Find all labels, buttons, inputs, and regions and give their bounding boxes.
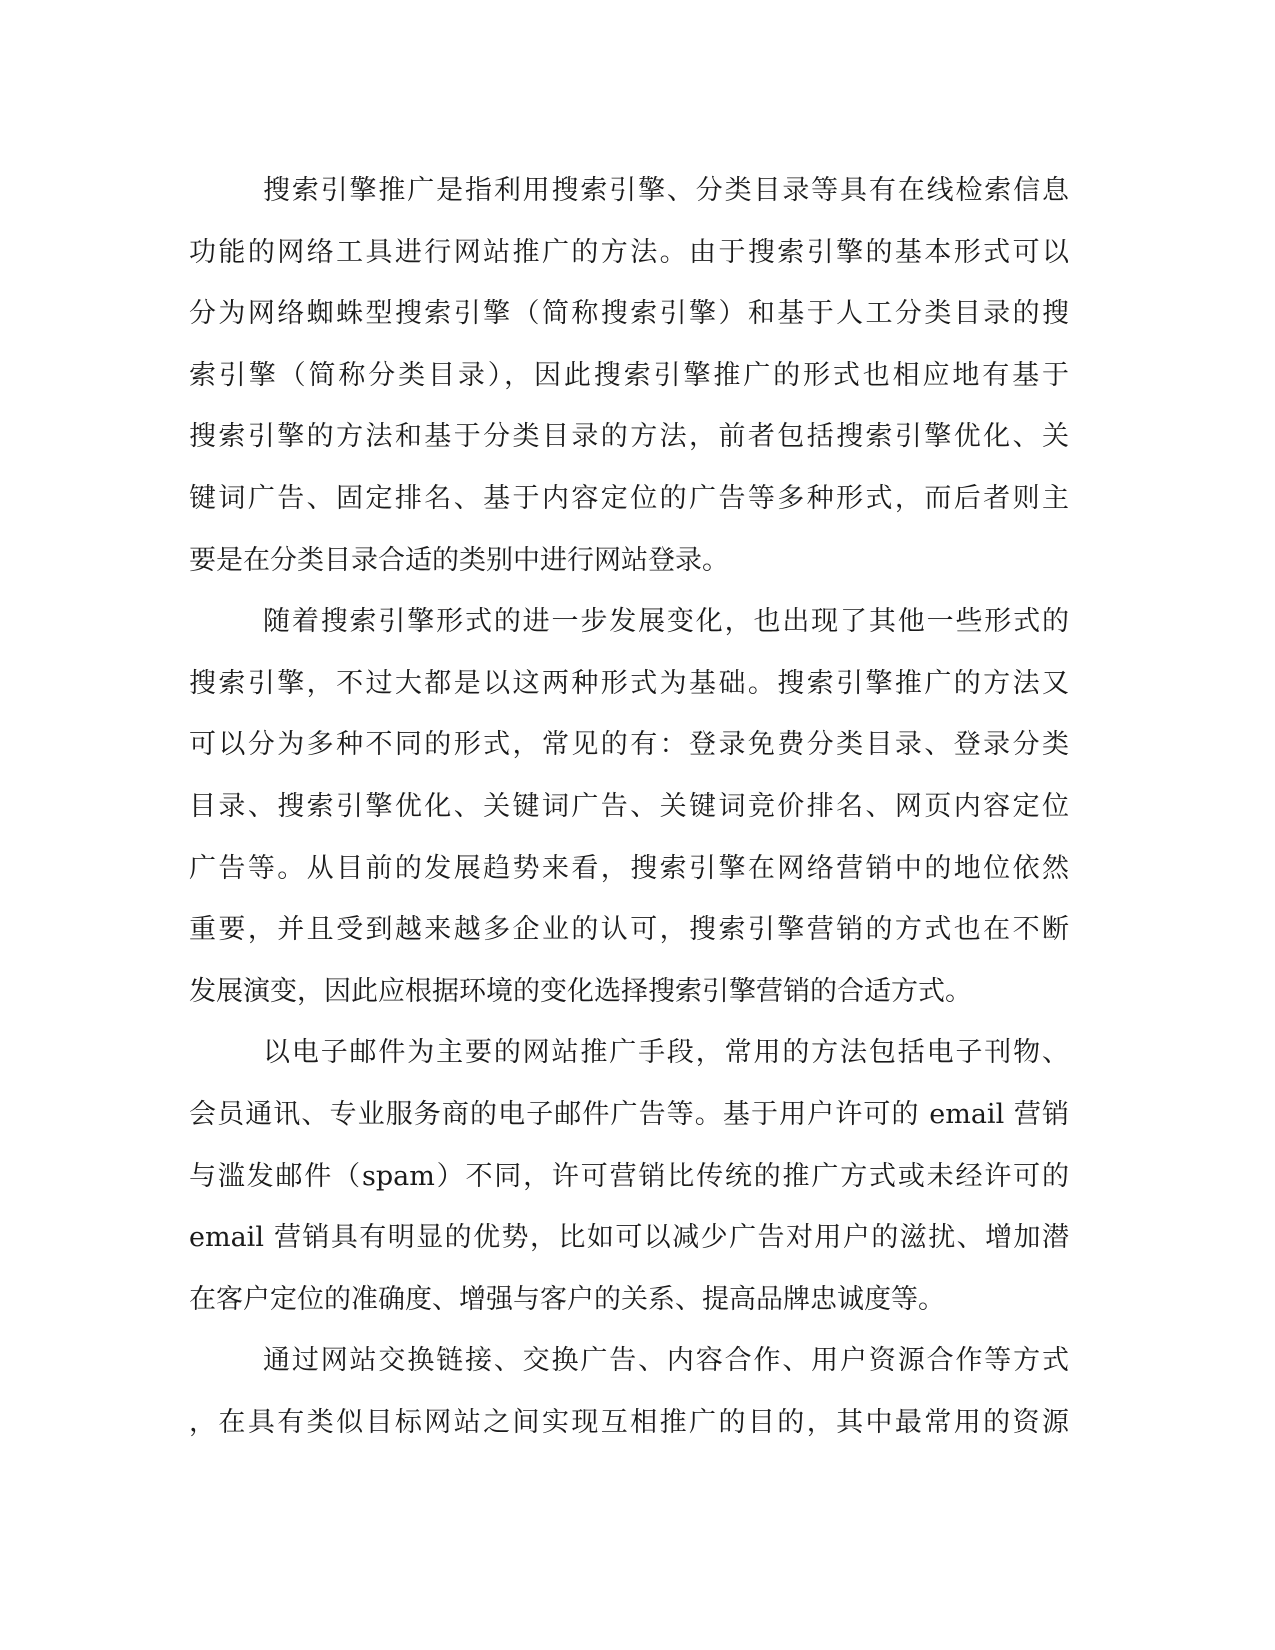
text-line: 功能的网络工具进行网站推广的方法。由于搜索引擎的基本形式可以	[189, 236, 1069, 268]
text-line: 广告等。从目前的发展趋势来看，搜索引擎在网络营销中的地位依然	[189, 852, 1069, 884]
text-line: 可以分为多种不同的形式，常见的有：登录免费分类目录、登录分类	[189, 729, 1069, 761]
text-line: 会员通讯、专业服务商的电子邮件广告等。基于用户许可的 email 营销	[189, 1098, 1069, 1130]
text-line: 要是在分类目录合适的类别中进行网站登录。	[189, 544, 729, 576]
text-line: 搜索引擎推广是指利用搜索引擎、分类目录等具有在线检索信息	[263, 175, 1069, 206]
text-line: 通过网站交换链接、交换广告、内容合作、用户资源合作等方式	[263, 1345, 1069, 1377]
text-line: 随着搜索引擎形式的进一步发展变化，也出现了其他一些形式的	[263, 606, 1069, 638]
text-line: email 营销具有明显的优势，比如可以减少广告对用户的滋扰、增加潜	[189, 1222, 1069, 1254]
text-line: ，在具有类似目标网站之间实现互相推广的目的，其中最常用的资源	[189, 1406, 1069, 1438]
text-line: 搜索引擎的方法和基于分类目录的方法，前者包括搜索引擎优化、关	[189, 421, 1069, 453]
text-line: 目录、搜索引擎优化、关键词广告、关键词竞价排名、网页内容定位	[189, 790, 1069, 822]
text-line: 与滥发邮件（spam）不同，许可营销比传统的推广方式或未经许可的	[189, 1160, 1069, 1192]
text-line: 以电子邮件为主要的网站推广手段，常用的方法包括电子刊物、	[263, 1037, 1069, 1069]
text-line: 分为网络蜘蛛型搜索引擎（简称搜索引擎）和基于人工分类目录的搜	[189, 298, 1069, 330]
text-line: 在客户定位的准确度、增强与客户的关系、提高品牌忠诚度等。	[189, 1283, 945, 1315]
text-line: 发展演变，因此应根据环境的变化选择搜索引擎营销的合适方式。	[189, 975, 972, 1007]
text-line: 重要，并且受到越来越多企业的认可，搜索引擎营销的方式也在不断	[189, 914, 1069, 946]
text-line: 键词广告、固定排名、基于内容定位的广告等多种形式，而后者则主	[189, 482, 1069, 514]
text-line: 搜索引擎，不过大都是以这两种形式为基础。搜索引擎推广的方法又	[189, 667, 1069, 699]
text-line: 索引擎（简称分类目录），因此搜索引擎推广的形式也相应地有基于	[189, 359, 1069, 391]
body-text	[189, 160, 1069, 1453]
